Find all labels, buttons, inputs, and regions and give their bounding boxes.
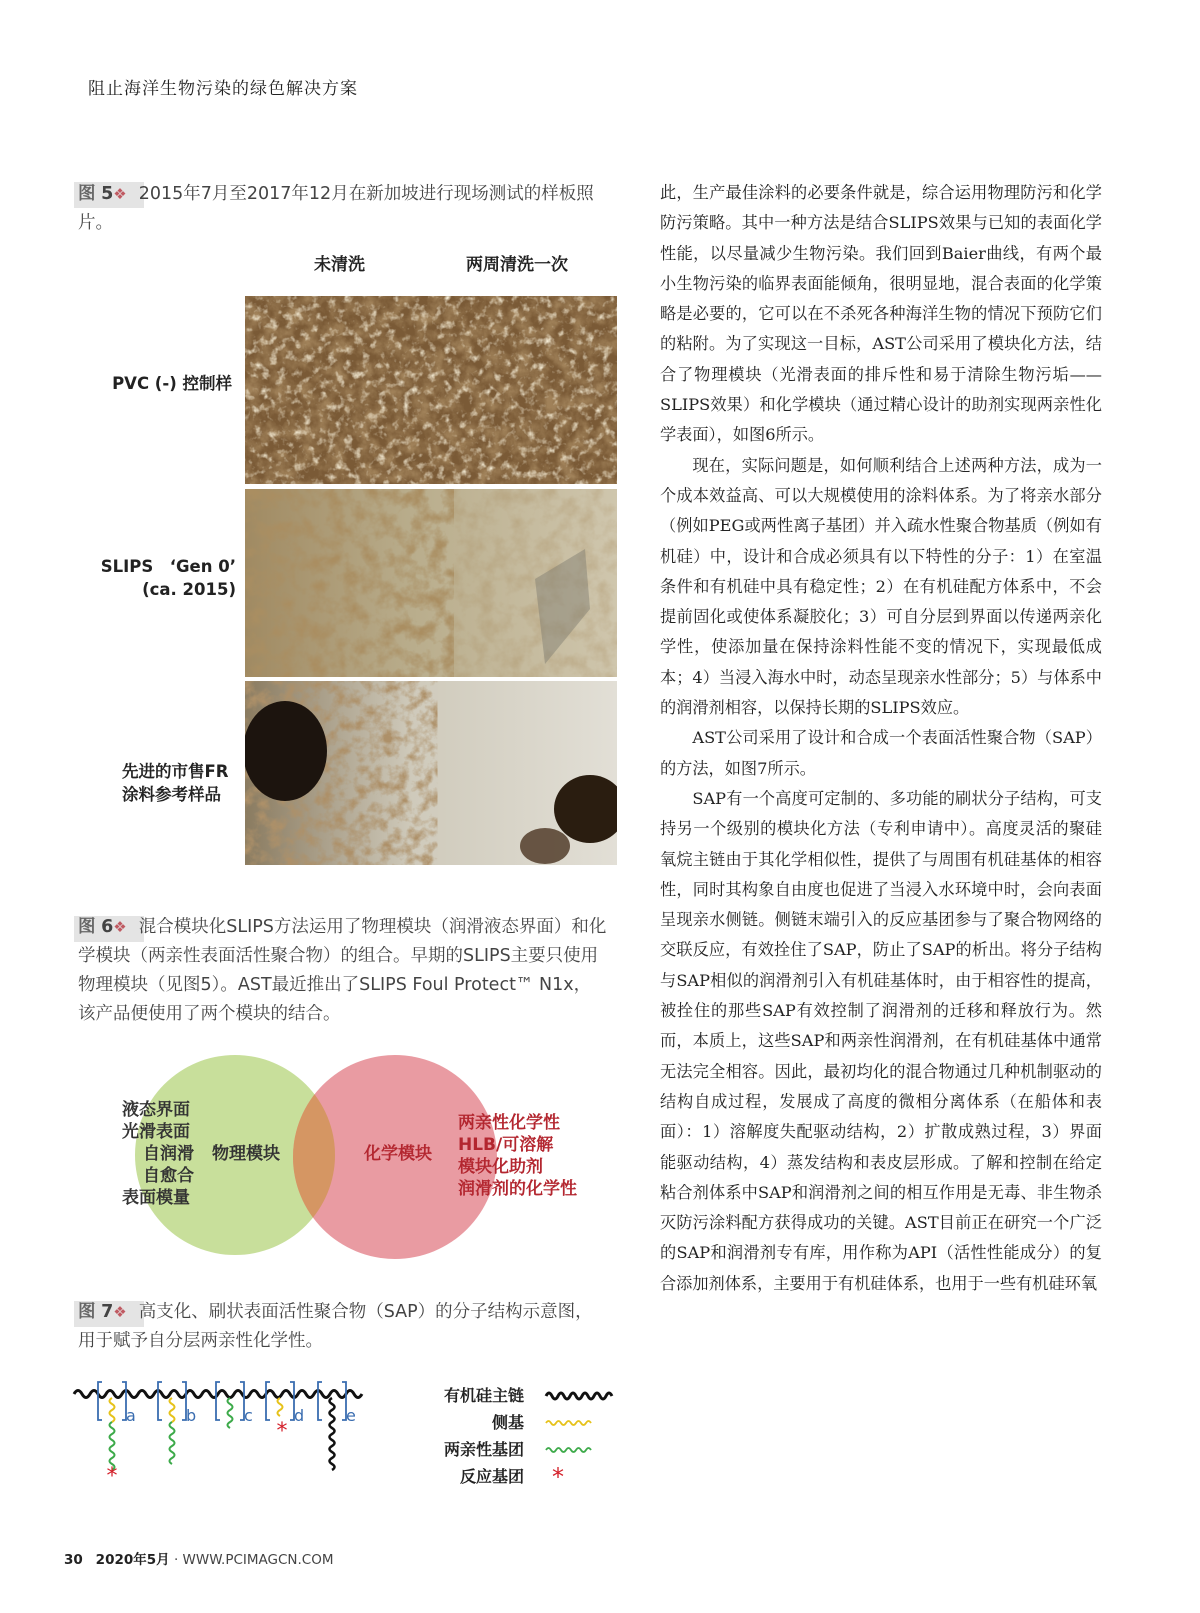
reactive-group-asterisk: * (106, 1464, 118, 1487)
physical-item: 光滑表面 (122, 1122, 190, 1142)
row-label-fr-coating (60, 760, 236, 806)
row-label-pvc (60, 372, 232, 395)
issue-date: 2020年5月 (95, 1552, 170, 1568)
page-footer (64, 1548, 334, 1568)
row-label-line: SLIPS ‘Gen 0’ (100, 557, 236, 576)
chemical-item: 润滑剂的化学性 (458, 1179, 577, 1199)
branch-label-e: e (346, 1406, 356, 1425)
physical-items (122, 1099, 194, 1209)
figure-5-caption (78, 180, 613, 238)
paragraph: 现在，实际问题是，如何顺利结合上述两种方法，成为一个成本效益高、可以大规模使用的涂料体系。为了将亲水部分（例如PEG或两性离子基团）并入疏水性聚合物基质（例如有机硅）中，设计和合成必须具有以下特性的分子：1）在室温条件和有机硅中具有稳定性；2）在有机硅配方体系中，不会提前固化或使体系凝胶化；3）可自分层到界面以传递两亲化学性，使添加量在保持涂料性能不变的情况下，实现最低成本；4）当浸入海水中时，动态呈现亲水性部分；5）与体系中的润滑剂相容，以保持长期的SLIPS效应。 (660, 455, 1102, 718)
physical-item: 表面模量 (122, 1188, 190, 1208)
figure-label: 图 (78, 917, 96, 937)
column-header-washed: 两周清洗一次 (466, 255, 568, 275)
branch-label-d: d (294, 1406, 305, 1425)
row-label-line: PVC (-) 控制样 (112, 374, 232, 393)
chemical-item: 两亲性化学性 (458, 1113, 560, 1133)
photo-commercial-fr (245, 681, 617, 865)
sap-structure-diagram (72, 1372, 372, 1487)
figure-number: 7 (101, 1302, 114, 1322)
photo-pvc-control (245, 296, 617, 484)
row-label-line: 先进的市售FR (122, 762, 229, 781)
paragraph: SAP有一个高度可定制的、多功能的刷状分子结构，可支持另一个级别的模块化方法（专利申请中）。高度灵活的聚硅氧烷主链由于其化学相似性，提供了与周围有机硅基体的相容性，同时其构象自由度也促进了当浸入水环境中时，会向表面呈现亲水侧链。侧链末端引入的反应基团参与了聚合物网络的交联反应，有效拴住了SAP，防止了SAP的析出。将分子结构与SAP相似的润滑剂引入有机硅基体时，由于相容性的提高，被拴住的那些SAP有效控制了润滑剂的迁移和释放行为。然而，本质上，这些SAP和两亲性润滑剂，在有机硅基体中通常无法完全相容。因此，最初均化的混合物通过几种机制驱动的结构自成过程，发展成了高度的微相分离体系（在船体和表面）：1）溶解度失配驱动结构，2）扩散成熟过程，3）界面能驱动结构，4）蒸发结构和表皮层形成。了解和控制在给定粘合剂体系中SAP和润滑剂之间的相互作用是无毒、非生物杀灭防污涂料配方获得成功的关键。AST目前正在研究一个广泛的SAP和润滑剂专有库，用作称为API（活性性能成分）的复合添加剂体系，主要用于有机硅体系，也用于一些有机硅环氧 (660, 788, 1102, 1293)
caption-text: 高支化、刷状表面活性聚合物（SAP）的分子结构示意图，用于赋予自分层两亲性化学性。 (78, 1302, 593, 1351)
figure-number: 5 (101, 184, 114, 204)
body-text-column (660, 178, 1102, 1299)
legend-icons (544, 1384, 619, 1484)
row-label-line: 涂料参考样品 (122, 785, 221, 804)
yellow-wave-icon (546, 1421, 591, 1425)
diamond-icon: ❖ (113, 918, 127, 936)
caption-text: 2015年7月至2017年12月在新加坡进行现场测试的样板照片。 (78, 184, 594, 233)
legend-side-group-label: 侧基 (491, 1413, 524, 1432)
physical-item: 自愈合 (143, 1166, 194, 1186)
green-wave-icon (546, 1448, 591, 1452)
reactive-group-asterisk: * (276, 1419, 288, 1444)
photo-slips-gen0 (245, 489, 617, 677)
figure-7-caption (78, 1298, 608, 1356)
paragraph: AST公司采用了设计和合成一个表面活性聚合物（SAP）的方法，如图7所示。 (660, 728, 1102, 778)
physical-item: 液态界面 (122, 1100, 190, 1120)
figure-label: 图 (78, 184, 96, 204)
column-header-unwashed: 未清洗 (314, 255, 365, 275)
row-label-line: (ca. 2015) (142, 580, 236, 599)
branch-label-c: c (244, 1406, 253, 1425)
chemical-item: HLB/可溶解 (458, 1135, 554, 1155)
physical-module-title: 物理模块 (212, 1144, 280, 1164)
chemical-item: 模块化助剂 (458, 1157, 543, 1177)
branch-label-b: b (186, 1406, 197, 1425)
physical-item: 自润滑 (143, 1144, 194, 1164)
legend-backbone-label: 有机硅主链 (443, 1386, 524, 1405)
figure-number: 6 (101, 917, 114, 937)
chemical-module-title: 化学模块 (364, 1144, 432, 1164)
red-asterisk-icon: * (552, 1463, 564, 1484)
figure-label: 图 (78, 1302, 96, 1322)
figure-6-caption (78, 913, 608, 1029)
running-title: 阻止海洋生物污染的绿色解决方案 (88, 79, 358, 99)
legend-amphiphilic-label: 两亲性基团 (443, 1440, 524, 1459)
branch-label-a: a (126, 1406, 136, 1425)
diamond-icon: ❖ (113, 185, 127, 203)
caption-text: 混合模块化SLIPS方法运用了物理模块（润滑液态界面）和化学模块（两亲性表面活性聚合物）的组合。早期的SLIPS主要只使用物理模块（见图5）。AST最近推出了SLIPS Foul Protect™ N1x，该产品便使用了两个模块的结合。 (78, 917, 607, 1024)
chemical-items (458, 1112, 577, 1200)
black-wave-icon (546, 1393, 612, 1399)
page-number: 30 (64, 1552, 83, 1568)
legend-reactive-label: 反应基团 (459, 1467, 524, 1486)
footer-separator: · (173, 1552, 179, 1568)
diamond-icon: ❖ (113, 1303, 127, 1321)
row-label-slips (60, 555, 236, 601)
website: WWW.PCIMAGCN.COM (182, 1552, 334, 1568)
paragraph: 此，生产最佳涂料的必要条件就是，综合运用物理防污和化学防污策略。其中一种方法是结合SLIPS效果与已知的表面化学性能，以尽量减少生物污染。我们回到Baier曲线，有两个最小生物污染的临界表面能倾角，很明显地，混合表面的化学策略是必要的，它可以在不杀死各种海洋生物的情况下预防它们的粘附。为了实现这一目标，AST公司采用了模块化方法，结合了物理模块（光滑表面的排斥性和易于清除生物污垢——SLIPS效果）和化学模块（通过精心设计的助剂实现两亲性化学表面），如图6所示。 (660, 183, 1102, 445)
